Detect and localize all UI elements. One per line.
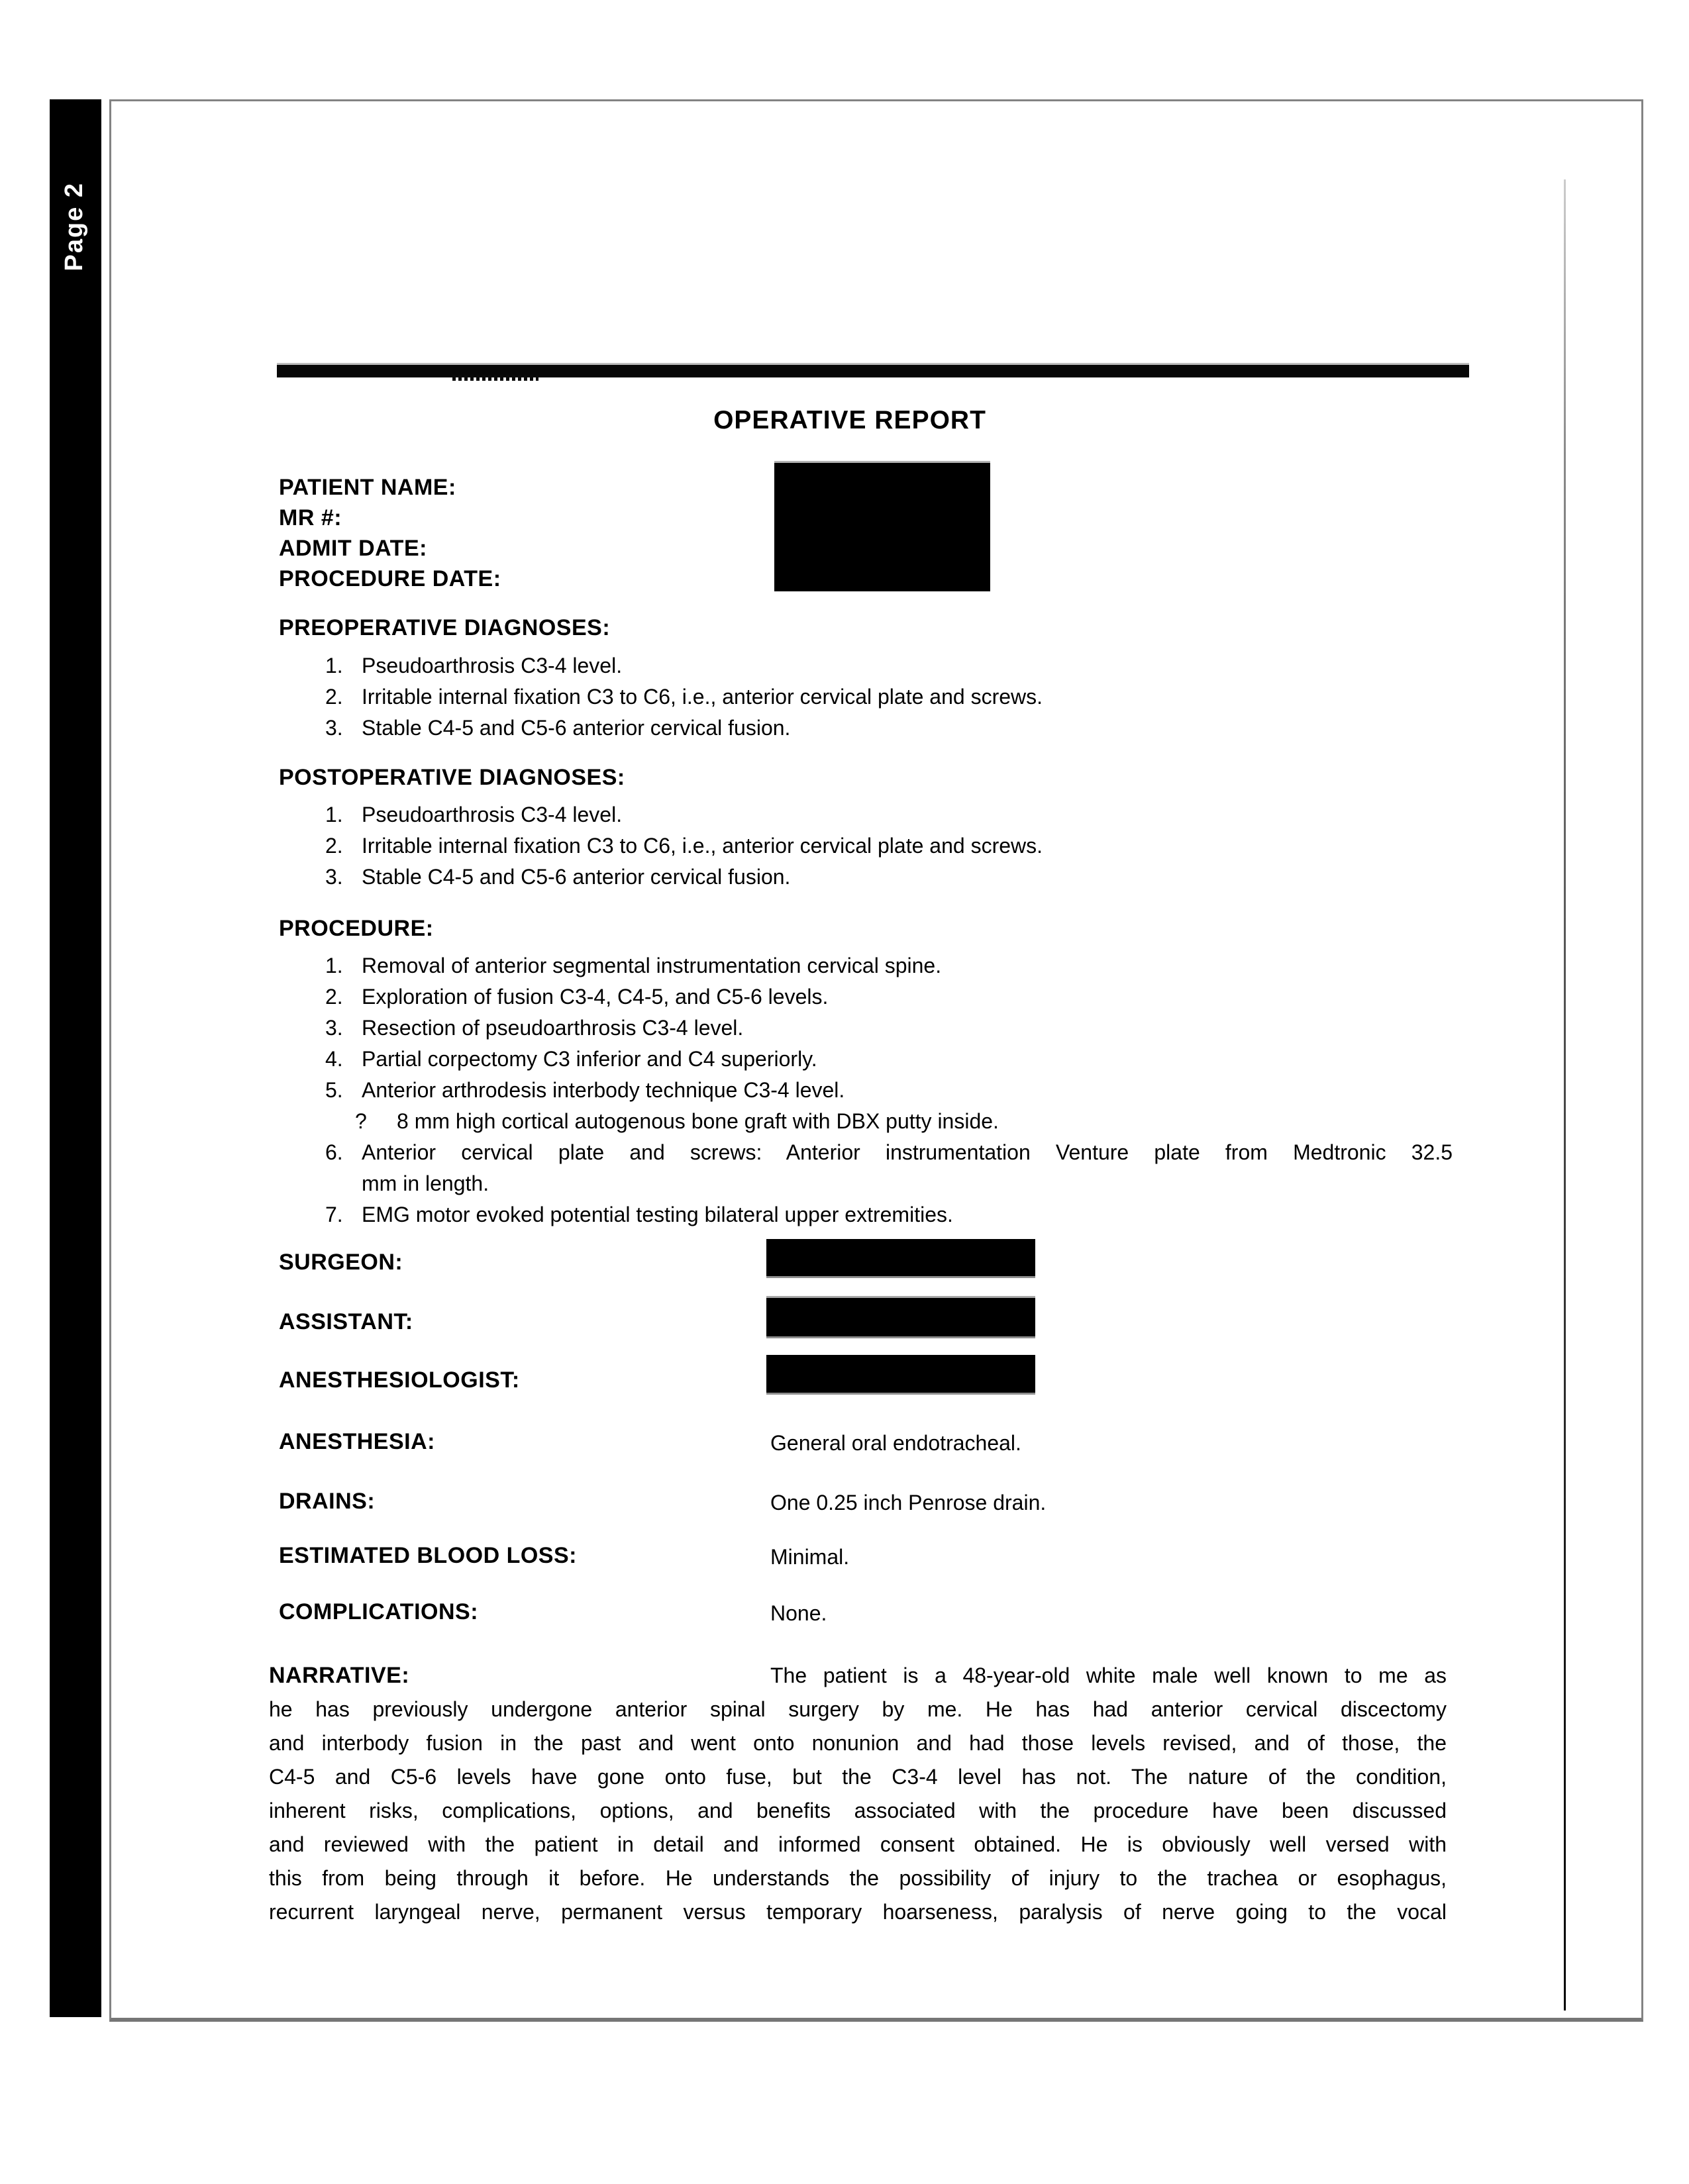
narrative-section: [269, 1659, 1447, 1929]
list-item-number: 3.: [325, 1016, 343, 1040]
narrative-label: NARRATIVE:: [269, 1663, 410, 1688]
narrative-line: inherent risks, complications, options, and benefits associated with the procedure have been discussed: [269, 1799, 1447, 1822]
list-item: [279, 713, 1471, 744]
narrative-line: recurrent laryngeal nerve, permanent versus temporary hoarseness, paralysis of nerve going to the vocal: [269, 1900, 1447, 1924]
assistant-label: ASSISTANT:: [279, 1309, 413, 1334]
list-item: [279, 831, 1471, 862]
list-item-text: Pseudoarthrosis C3-4 level.: [362, 803, 623, 826]
list-item-number: 2.: [325, 685, 343, 709]
list-item: [279, 651, 1471, 682]
list-item: [279, 682, 1471, 713]
anesthesia-label: ANESTHESIA:: [279, 1429, 435, 1454]
list-item-text: Exploration of fusion C3-4, C4-5, and C5-6 levels.: [362, 985, 829, 1009]
narrative-line: C4-5 and C5-6 levels have gone onto fuse, but the C3-4 level has not. The nature of the condition,: [269, 1765, 1447, 1789]
patient-name-label: PATIENT NAME:: [279, 475, 456, 500]
list-item-number: 1.: [325, 954, 343, 977]
list-item-text: Anterior arthrodesis interbody technique C3-4 level.: [362, 1078, 845, 1102]
list-item-text: Stable C4-5 and C5-6 anterior cervical fusion.: [362, 865, 791, 889]
scan-artifact-ticks: [452, 375, 538, 381]
list-item: [279, 951, 1471, 982]
document-page: [109, 99, 1643, 2022]
narrative-line: this from being through it before. He understands the possibility of injury to the trachea or esophagus,: [269, 1866, 1447, 1890]
anesthesiologist-label: ANESTHESIOLOGIST:: [279, 1367, 520, 1393]
list-item: [279, 1013, 1471, 1044]
list-item-text: Removal of anterior segmental instrumentation cervical spine.: [362, 954, 942, 977]
patient-info-redaction-box: [774, 461, 990, 591]
list-item-number: 1.: [325, 654, 343, 677]
list-item-text: Irritable internal fixation C3 to C6, i.e., anterior cervical plate and screws.: [362, 685, 1043, 709]
postoperative-diagnoses-list: [279, 800, 1471, 893]
preoperative-diagnoses-list: [279, 651, 1471, 744]
list-item: [279, 862, 1471, 893]
narrative-line: The patient is a 48-year-old white male well known to me as: [770, 1663, 1447, 1687]
list-item: [279, 1138, 1471, 1200]
procedure-list: [279, 951, 1471, 1231]
assistant-redaction-bar: [766, 1296, 1035, 1338]
list-item-text: Irritable internal fixation C3 to C6, i.e., anterior cervical plate and screws.: [362, 834, 1043, 858]
list-item-sub-bullet: [279, 1107, 1471, 1138]
page-title: OPERATIVE REPORT: [713, 406, 986, 434]
list-item-text-continued: mm in length.: [362, 1171, 489, 1195]
procedure-heading: PROCEDURE:: [279, 916, 434, 941]
list-item-text: Resection of pseudoarthrosis C3-4 level.: [362, 1016, 744, 1040]
estimated-blood-loss-label: ESTIMATED BLOOD LOSS:: [279, 1543, 577, 1568]
list-item-text: Anterior cervical plate and screws: Anterior instrumentation Venture plate from Medtronic 32.5: [362, 1140, 1453, 1164]
complications-value: None.: [770, 1601, 827, 1625]
list-item: [279, 1200, 1471, 1231]
anesthesiologist-redaction-bar: [766, 1355, 1035, 1395]
mr-number-label: MR #:: [279, 505, 342, 530]
list-item: [279, 1075, 1471, 1107]
page-tab: [50, 99, 101, 2017]
patient-info-block: [279, 472, 501, 594]
procedure-date-label: PROCEDURE DATE:: [279, 566, 501, 591]
list-item-number: 3.: [325, 865, 343, 889]
list-item-number: 5.: [325, 1078, 343, 1102]
list-item-text: EMG motor evoked potential testing bilateral upper extremities.: [362, 1203, 953, 1226]
list-item-number: 7.: [325, 1203, 343, 1226]
postoperative-diagnoses-heading: POSTOPERATIVE DIAGNOSES:: [279, 765, 625, 790]
drains-value: One 0.25 inch Penrose drain.: [770, 1491, 1047, 1514]
list-item-text: Stable C4-5 and C5-6 anterior cervical fusion.: [362, 716, 791, 740]
scan-artifact-vertical-line: [1564, 179, 1566, 2010]
list-item-text: 8 mm high cortical autogenous bone graft with DBX putty inside.: [397, 1109, 999, 1133]
list-item-number: 2.: [325, 834, 343, 858]
page-tab-label: Page 2: [60, 182, 88, 272]
complications-label: COMPLICATIONS:: [279, 1599, 479, 1624]
surgeon-redaction-bar: [766, 1239, 1035, 1278]
list-item-text: Pseudoarthrosis C3-4 level.: [362, 654, 623, 677]
list-item-number: 6.: [325, 1140, 343, 1164]
narrative-line: and reviewed with the patient in detail and informed consent obtained. He is obviously well versed with: [269, 1832, 1447, 1856]
surgeon-label: SURGEON:: [279, 1250, 403, 1275]
list-item-number: 4.: [325, 1047, 343, 1071]
drains-label: DRAINS:: [279, 1489, 376, 1514]
list-item-number: 1.: [325, 803, 343, 826]
admit-date-label: ADMIT DATE:: [279, 536, 427, 561]
list-item-number: ?: [355, 1109, 367, 1133]
list-item-text: Partial corpectomy C3 inferior and C4 superiorly.: [362, 1047, 817, 1071]
anesthesia-value: General oral endotracheal.: [770, 1431, 1021, 1455]
narrative-line: and interbody fusion in the past and went onto nonunion and had those levels revised, and of those, the: [269, 1731, 1447, 1755]
narrative-line: he has previously undergone anterior spinal surgery by me. He has had anterior cervical discectomy: [269, 1697, 1447, 1721]
estimated-blood-loss-value: Minimal.: [770, 1545, 850, 1569]
list-item-number: 2.: [325, 985, 343, 1009]
list-item: [279, 1044, 1471, 1075]
list-item: [279, 800, 1471, 831]
preoperative-diagnoses-heading: PREOPERATIVE DIAGNOSES:: [279, 615, 611, 640]
list-item-number: 3.: [325, 716, 343, 740]
list-item: [279, 982, 1471, 1013]
narrative-first-line: [269, 1659, 1447, 1693]
